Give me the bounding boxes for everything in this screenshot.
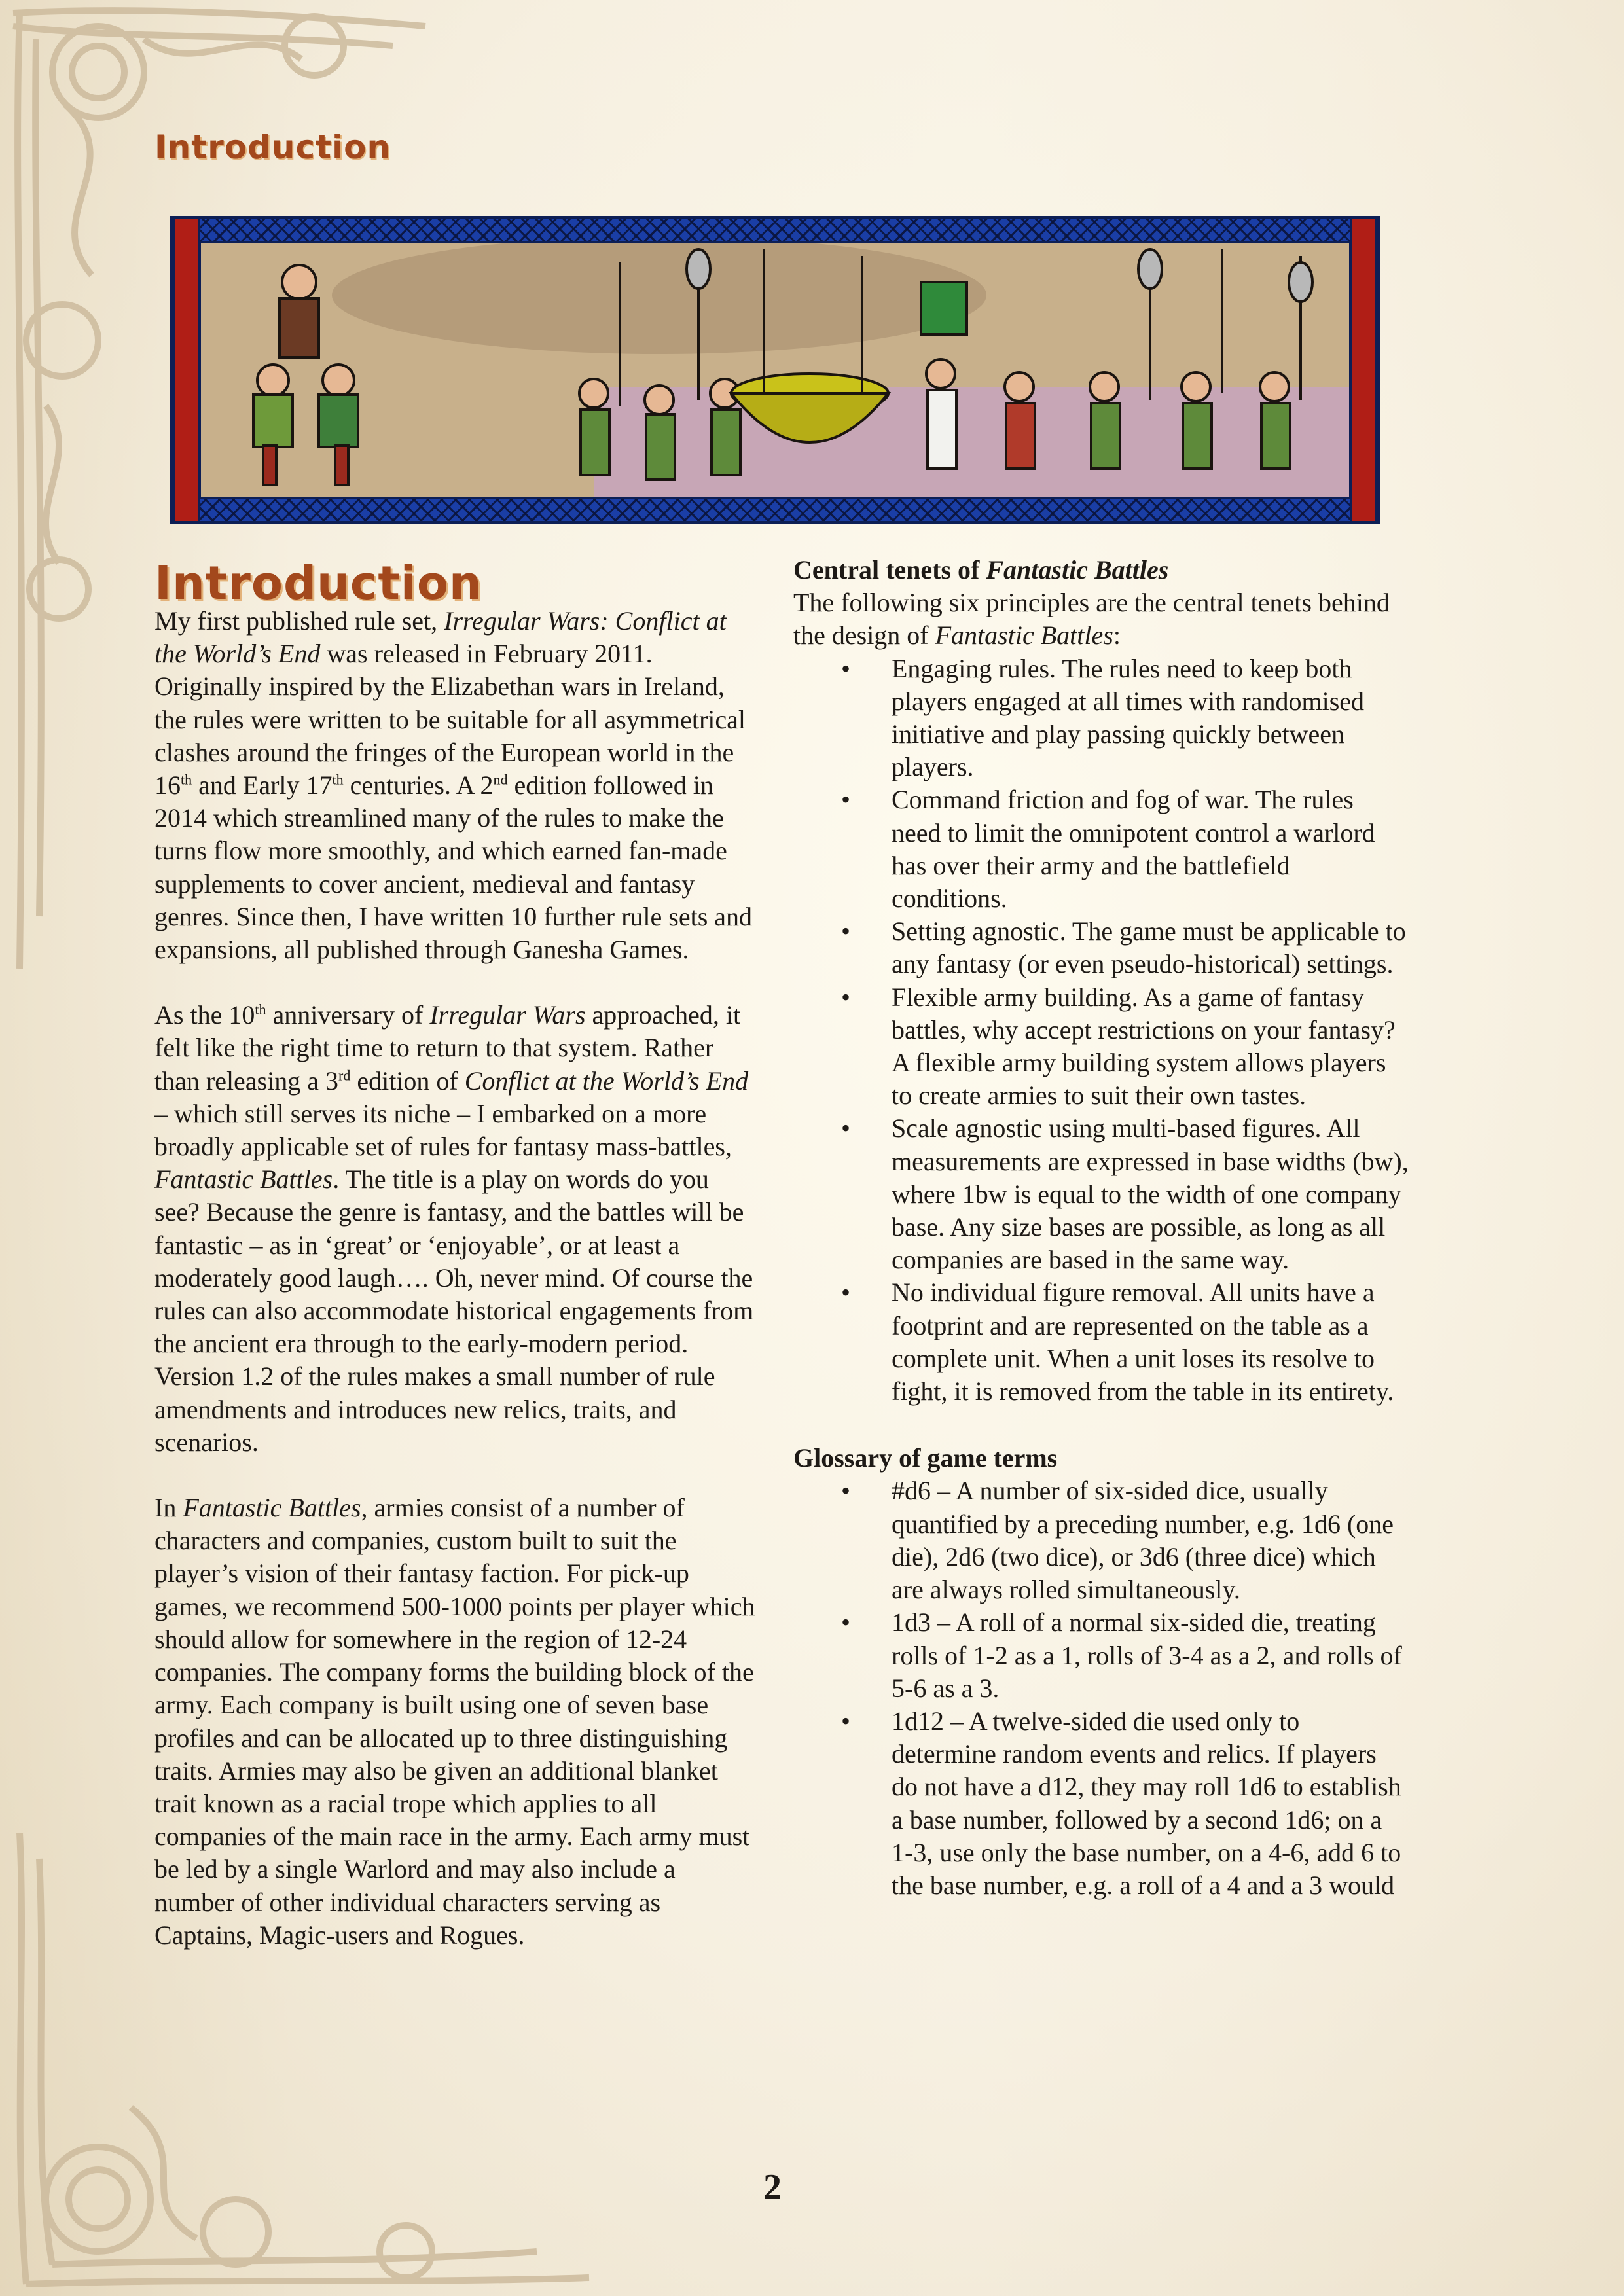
intro-paragraph-2 bbox=[154, 999, 755, 1459]
book-title: Irregular Wars: Conflict at the World’s End bbox=[154, 606, 727, 669]
list-item: • 1d3 – A roll of a normal six-sided die, treating rolls of 1-2 as a 1, rolls of 3-4 as a 2, and rolls of 5-6 as a 3. bbox=[793, 1606, 1409, 1705]
text-run: approached, it felt like the right time to return to that system. Rather than releasing a 3 bbox=[154, 1000, 741, 1096]
left-column bbox=[154, 605, 755, 1952]
list-item: • No individual figure removal. All units have a footprint and are represented on the table as a complete unit. When a unit loses its resolve to fight, it is removed from the table in its entirety. bbox=[793, 1276, 1409, 1408]
superscript: th bbox=[255, 1001, 266, 1018]
text-run: As the 10 bbox=[154, 1000, 255, 1030]
text-run: . The title is a play on words do you see? Because the genre is fantasy, and the battles will be fantastic – as in ‘great’ or ‘enjoyable’, or at least a moderately good laugh…. Oh, never mind. Of course the rules can also accommodate historical engagements from the ancient era through to the early-modern period. Version 1.2 of the rules makes a small number of rule amendments and introduces new relics, traits, and scenarios. bbox=[154, 1164, 754, 1457]
book-title: Fantastic Battles bbox=[183, 1493, 361, 1523]
list-item: • Setting agnostic. The game must be applicable to any fantasy (or even pseudo-historical) settings. bbox=[793, 915, 1409, 980]
text-run: anniversary of bbox=[266, 1000, 430, 1030]
banner-illustration bbox=[201, 243, 1351, 499]
text-run: centuries. A 2 bbox=[343, 770, 494, 800]
glossary-heading: Glossary of game terms bbox=[793, 1443, 1058, 1473]
banner-left-pillar bbox=[173, 219, 200, 521]
superscript: rd bbox=[338, 1067, 351, 1084]
book-title: Fantastic Battles bbox=[935, 620, 1113, 651]
text-run: My first published rule set, bbox=[154, 606, 444, 636]
page-number: 2 bbox=[763, 2167, 782, 2208]
banner-scene bbox=[199, 241, 1351, 499]
list-item: • Command friction and fog of war. The rules need to limit the omnipotent control a warlord has over their army and the battlefield conditions. bbox=[793, 783, 1409, 915]
intro-paragraph-3 bbox=[154, 1492, 755, 1952]
book-title: Irregular Wars bbox=[429, 1000, 586, 1030]
text-run: edition followed in 2014 which streamlined many of the rules to make the turns flow more smoothly, and which earned fan-made supplements to cover ancient, medieval and fantasy genres. Since then, I have written 10 further rule sets and expansions, all published through Ganesha Games. bbox=[154, 770, 753, 965]
superscript: th bbox=[332, 771, 344, 788]
tenets-intro bbox=[793, 586, 1409, 652]
text-run: edition of bbox=[350, 1066, 465, 1096]
superscript: th bbox=[181, 771, 192, 788]
text-run: – which still serves its niche – I embarked on a more broadly applicable set of rules for fantasy mass-battles, bbox=[154, 1098, 732, 1162]
tenets-list bbox=[793, 653, 1409, 1408]
superscript: nd bbox=[493, 771, 508, 788]
text-run: Central tenets of bbox=[793, 555, 986, 584]
list-item: • Flexible army building. As a game of fantasy battles, why accept restrictions on your fantasy? A flexible army building system allows players to create armies to suit their own tastes. bbox=[793, 981, 1409, 1113]
spacer bbox=[793, 1408, 1409, 1442]
text-run: : bbox=[1113, 620, 1121, 651]
book-title: Fantastic Battles bbox=[986, 555, 1169, 584]
book-title: Conflict at the World’s End bbox=[464, 1066, 749, 1096]
text-run: , armies consist of a number of characters and companies, custom built to suit the player’s vision of their fantasy faction. For pick-up games, we recommend 500-1000 points per player which should allow for somewhere in the region of 12-24 companies. The company forms the building block of the army. Each company is built using one of seven base profiles and can be allocated up to three distinguishing traits. Armies may also be given an additional blanket trait known as a racial trope which applies to all companies of the main race in the army. Each army must be led by a single Warlord and may also include a number of other individual characters serving as Captains, Magic-users and Rogues. bbox=[154, 1493, 755, 1950]
list-item: • Scale agnostic using multi-based figures. All measurements are expressed in base widths (bw), where 1bw is equal to the width of one company base. Any size bases are possible, as long as all companies are based in the same way. bbox=[793, 1112, 1409, 1276]
list-item: • Engaging rules. The rules need to keep both players engaged at all times with randomised initiative and play passing quickly between players. bbox=[793, 653, 1409, 784]
right-column bbox=[793, 554, 1409, 1902]
text-run: was released in February 2011. Originally inspired by the Elizabethan wars in Ireland, the rules were written to be suitable for all asymmetrical clashes around the fringes of the European world in the 16 bbox=[154, 639, 746, 800]
text-run: The following six principles are the central tenets behind the design of bbox=[793, 588, 1390, 651]
list-item: • 1d12 – A twelve-sided die used only to determine random events and relics. If players do not have a d12, they may roll 1d6 to establish a base number, followed by a second 1d6; on a 1-3, use only the base number, on a 4-6, add 6 to the base number, e.g. a roll of a 4 and a 3 would bbox=[793, 1705, 1409, 1902]
intro-paragraph-1 bbox=[154, 605, 755, 966]
book-title: Fantastic Battles bbox=[154, 1164, 333, 1194]
glossary-list bbox=[793, 1475, 1409, 1902]
list-item: • #d6 – A number of six-sided dice, usually quantified by a preceding number, e.g. 1d6 (one die), 2d6 (two dice), or 3d6 (three dice) which are always rolled simultaneously. bbox=[793, 1475, 1409, 1606]
banner-right-pillar bbox=[1350, 219, 1377, 521]
section-title: Introduction bbox=[154, 556, 482, 610]
header-title: Introduction bbox=[154, 128, 391, 166]
tenets-heading bbox=[793, 554, 1409, 586]
text-run: and Early 17 bbox=[192, 770, 333, 800]
illustrated-banner bbox=[170, 216, 1380, 524]
text-run: In bbox=[154, 1493, 183, 1523]
